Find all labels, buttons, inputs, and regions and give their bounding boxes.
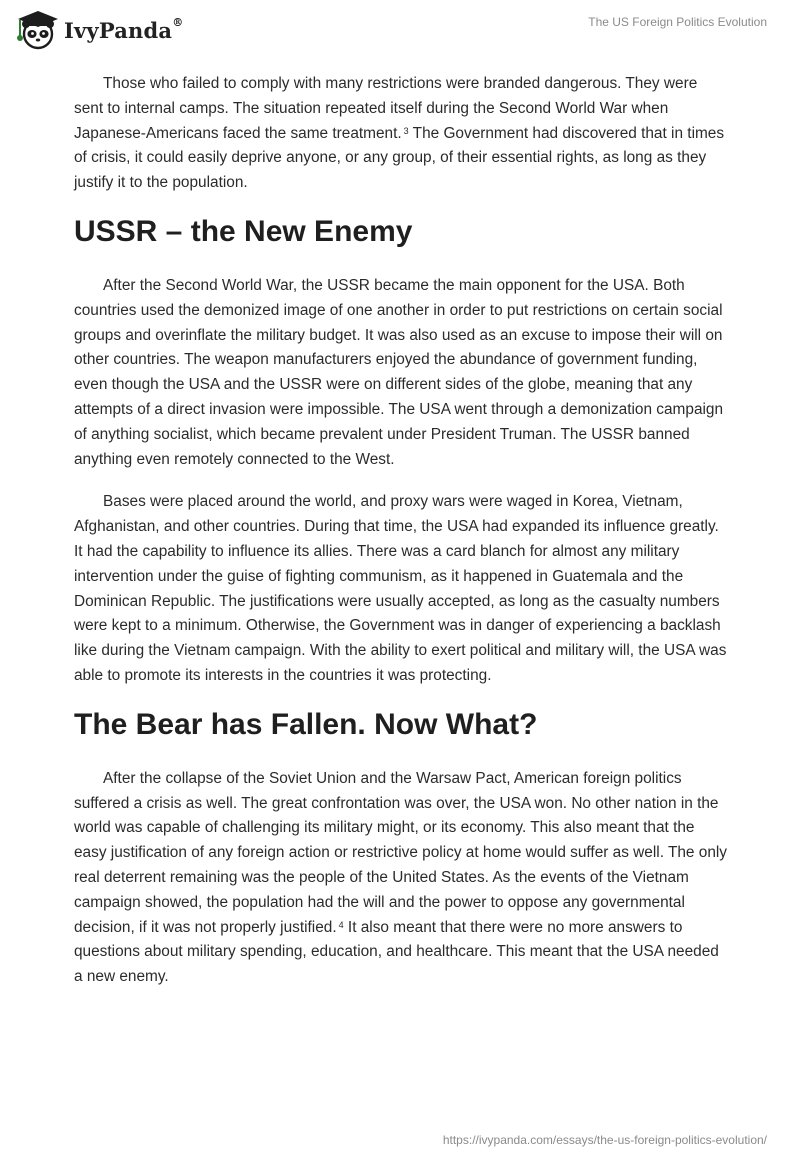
paragraph-internal-camps: Those who failed to comply with many restrictions were branded dangerous. They were sent to internal camps. The situation repeated itself during the Second World War when Japanese-Americans faced the same treatment. $^3$ The Government had discovered that in times of crisis, it could easily deprive anyone, or any group, of their essential rights, as long as they justify it to the population. [74,75,725,192]
page-header [0,0,800,60]
footnote-ref-4[interactable]: 4 [338,919,344,930]
paragraph-ussr-opponent: After the Second World War, the USSR became the main opponent for the USA. Both countries used the demonized image of one another in order to put restrictions on certain social groups and overinflate the military budget. It was also used as an excuse to impose their will on other countries. The weapon manufacturers enjoyed the abundance of government funding, even though the USA and the USSR were on different sides of the globe, meaning that any attempts of a direct invasion were impossible. The USA went through a demonization campaign of anything socialist, which became prevalent under President Truman. The USSR banned anything even remotely connected to the West. [74,276,724,468]
registered-mark: ® [172,15,184,29]
paragraph-soviet-collapse: After the collapse of the Soviet Union and the Warsaw Pact, American foreign politics suffered a crisis as well. The great confrontation was over, the USA won. No other nation in the world was capable of challenging its military might, or its economy. This also meant that the easy justification of any foreign action or restrictive policy at home would suffer as well. The only real deterrent remaining was the people of the United States. As the events of the Vietnam campaign showed, the population had the will and the power to oppose any governmental decision, if it was not properly justified. $^4$ It also meant that there were no more answers to questions about military spending, education, and healthcare. This meant that the USA needed a new enemy. [74,769,727,986]
paragraph-proxy-wars: Bases were placed around the world, and proxy wars were waged in Korea, Vietnam, Afghanistan, and other countries. During that time, the USA had expanded its influence greatly. It had the capability to influence its allies. There was a card blanch for almost any military intervention under the guise of fighting communism, as it happened in Guatemala and the Dominican Republic. The justifications were usually accepted, as long as the casualty numbers were kept to a minimum. Otherwise, the Government was in danger of experiencing a backlash like during the Vietnam campaign. With the ability to exert political and military will, the USA was able to promote its interests in the countries it was protecting. [74,493,727,684]
brand-logo[interactable] [14,10,183,50]
brand-name: IvyPanda® [64,15,184,43]
footnote-ref-3[interactable]: 3 [403,125,409,136]
essay-body [74,72,728,1008]
section-heading-bear-fallen: The Bear has Fallen. Now What? [74,707,538,741]
panda-graduate-logo-icon [14,10,58,50]
document-title: The US Foreign Politics Evolution [588,15,767,29]
section-heading-ussr: USSR – the New Enemy [74,214,413,248]
source-url[interactable]: https://ivypanda.com/essays/the-us-foreign-politics-evolution/ [442,1133,767,1147]
